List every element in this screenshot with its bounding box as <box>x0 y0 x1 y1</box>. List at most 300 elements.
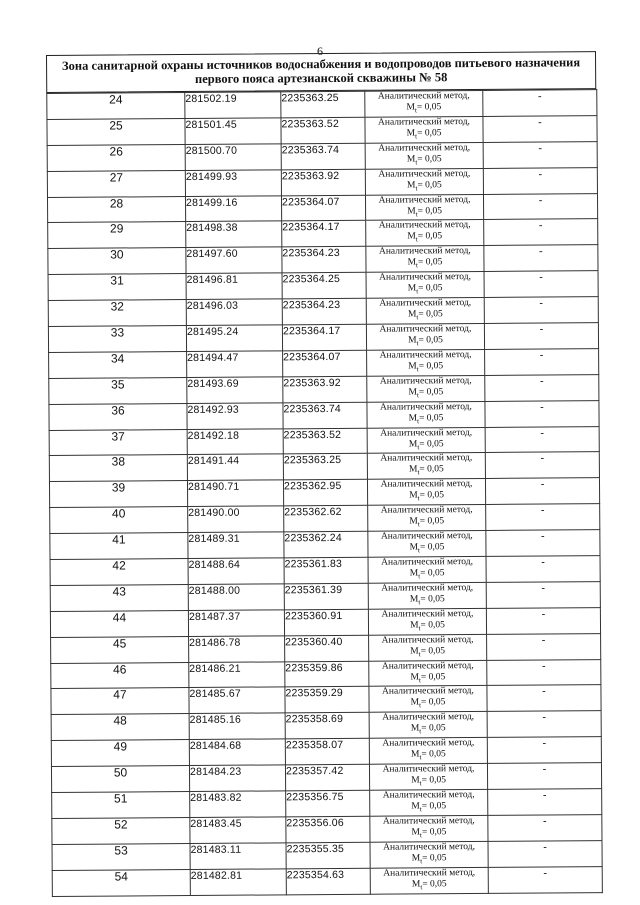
coord-y: 2235360.91 <box>284 609 368 635</box>
coef-value: = 0,05 <box>419 542 445 553</box>
method-label: Аналитический метод, <box>382 790 475 801</box>
coord-y: 2235363.74 <box>283 402 367 428</box>
method-label: Аналитический метод, <box>382 712 475 724</box>
coef-value: = 0,05 <box>420 568 445 579</box>
page-number: 6 <box>317 44 323 58</box>
coef-subscript: t <box>418 649 421 659</box>
method-label: Аналитический метод, <box>378 168 471 180</box>
point-number: 49 <box>51 740 189 767</box>
table-row <box>51 633 601 663</box>
method-coefficient <box>366 128 483 143</box>
note-cell: - <box>485 478 599 505</box>
point-number: 32 <box>48 300 186 327</box>
coef-value: = 0,05 <box>420 645 446 657</box>
table-row <box>47 90 597 120</box>
point-number: 36 <box>49 403 187 430</box>
method-label: Аналитический метод, <box>381 660 474 672</box>
table-row <box>47 141 597 171</box>
coord-x: 281492.93 <box>187 403 283 430</box>
table-row <box>50 582 600 612</box>
method-cell <box>367 479 485 506</box>
coef-subscript: t <box>417 468 420 477</box>
coord-x: 281491.44 <box>187 454 283 481</box>
coord-y: 2235364.17 <box>282 324 366 350</box>
method-cell <box>366 246 484 273</box>
point-number: 46 <box>51 662 189 689</box>
coord-x: 281485.67 <box>189 687 285 714</box>
method-coefficient <box>369 620 486 635</box>
coord-x: 281493.69 <box>187 377 283 404</box>
method-label: Аналитический метод, <box>381 634 474 646</box>
coef-symbol: M <box>411 827 421 838</box>
coef-subscript: t <box>419 701 422 710</box>
method-label: Аналитический метод, <box>381 686 474 698</box>
coef-value: = 0,05 <box>420 620 445 631</box>
coord-y: 2235364.25 <box>282 273 366 299</box>
method-cell <box>368 582 486 609</box>
coef-symbol: M <box>407 257 417 268</box>
table-row <box>50 607 600 637</box>
coord-y: 2235363.92 <box>283 376 367 402</box>
point-number: 37 <box>49 429 187 456</box>
method-cell <box>365 90 483 117</box>
method-label: Аналитический метод, <box>382 764 475 775</box>
method-coefficient <box>368 542 485 557</box>
method-coefficient <box>370 827 487 842</box>
note-cell: - <box>485 349 599 376</box>
coef-symbol: M <box>408 335 417 346</box>
note-cell: - <box>487 633 601 660</box>
coef-symbol: M <box>411 801 420 812</box>
coef-subscript: t <box>416 261 419 270</box>
method-label: Аналитический метод, <box>378 142 471 154</box>
coord-x: 281497.60 <box>186 247 282 274</box>
coord-x: 281490.00 <box>188 506 284 533</box>
coef-value: = 0,05 <box>421 801 447 812</box>
table-row <box>52 815 602 845</box>
table-row <box>48 219 598 249</box>
coef-value: = 0,05 <box>416 102 442 113</box>
point-number: 28 <box>47 196 185 223</box>
method-cell <box>369 634 487 661</box>
method-cell <box>367 375 485 402</box>
coef-symbol: M <box>407 283 417 294</box>
point-number: 25 <box>47 118 185 145</box>
method-label: Аналитический метод, <box>380 531 473 542</box>
method-coefficient <box>369 568 486 583</box>
note-cell: - <box>488 840 602 867</box>
coef-symbol: M <box>411 879 421 890</box>
note-cell: - <box>487 659 601 686</box>
note-cell: - <box>486 530 600 557</box>
method-cell <box>365 194 483 221</box>
method-label: Аналитический метод, <box>381 608 474 620</box>
table-row <box>48 323 598 353</box>
table-row <box>51 685 601 715</box>
coef-value: = 0,05 <box>418 361 444 372</box>
table-row <box>47 116 597 146</box>
coord-y: 2235363.25 <box>281 91 365 117</box>
coord-x: 281485.16 <box>189 713 285 740</box>
method-cell <box>369 660 487 687</box>
method-cell <box>366 323 484 350</box>
coord-y: 2235358.07 <box>285 739 369 765</box>
coord-x: 281483.11 <box>190 843 286 870</box>
point-number: 33 <box>48 326 186 353</box>
method-cell <box>367 401 485 428</box>
method-coefficient <box>367 361 484 376</box>
method-cell <box>367 453 485 480</box>
coef-symbol: M <box>406 180 416 191</box>
method-coefficient <box>367 309 484 324</box>
coef-subscript: t <box>419 753 422 762</box>
coord-y: 2235354.63 <box>286 868 370 894</box>
table-row <box>52 789 602 819</box>
coef-symbol: M <box>410 620 419 631</box>
coef-value: = 0,05 <box>418 335 443 346</box>
coef-symbol: M <box>408 464 418 475</box>
coord-x: 281492.18 <box>187 428 283 455</box>
table-row <box>51 763 601 793</box>
coef-value: = 0,05 <box>421 697 446 708</box>
coordinates-table <box>46 89 603 896</box>
coord-y: 2235361.83 <box>284 557 368 583</box>
method-coefficient <box>370 723 487 738</box>
point-number: 24 <box>47 93 185 120</box>
method-label: Аналитический метод, <box>378 246 471 258</box>
coef-value: = 0,05 <box>417 128 442 139</box>
coord-y: 2235356.06 <box>286 816 370 842</box>
table-row <box>50 556 600 586</box>
coord-x: 281500.70 <box>185 144 281 171</box>
coef-value: = 0,05 <box>417 154 442 165</box>
table-row <box>51 737 601 767</box>
coef-symbol: M <box>407 231 416 242</box>
method-cell <box>369 686 487 713</box>
coef-value: = 0,05 <box>419 438 444 449</box>
coord-y: 2235362.24 <box>284 531 368 557</box>
coord-x: 281482.81 <box>190 869 286 896</box>
coef-subscript: t <box>419 779 422 788</box>
coef-value: = 0,05 <box>419 412 444 424</box>
point-number: 39 <box>49 481 187 508</box>
point-number: 44 <box>50 610 188 637</box>
coef-value: = 0,05 <box>418 309 443 320</box>
coord-x: 281495.24 <box>186 325 282 352</box>
table-row <box>50 530 600 560</box>
coef-value: = 0,05 <box>422 853 447 864</box>
table-row <box>51 659 601 689</box>
coord-x: 281488.00 <box>188 584 284 611</box>
document-sheet <box>46 51 604 892</box>
coord-x: 281486.21 <box>189 661 285 688</box>
note-cell: - <box>486 607 600 634</box>
method-label: Аналитический метод, <box>377 91 470 102</box>
note-cell: - <box>484 219 598 246</box>
coef-subscript: t <box>417 416 420 425</box>
method-coefficient <box>370 801 487 816</box>
method-cell <box>370 841 488 868</box>
method-label: Аналитический метод, <box>381 582 474 594</box>
coord-y: 2235361.39 <box>284 583 368 609</box>
method-cell <box>368 556 486 583</box>
method-label: Аналитический метод, <box>380 505 473 516</box>
method-label: Аналитический метод, <box>383 841 475 853</box>
coef-value: = 0,05 <box>417 231 443 242</box>
coord-x: 281499.16 <box>185 195 281 222</box>
note-cell: - <box>486 504 600 531</box>
coef-symbol: M <box>408 413 418 424</box>
note-cell: - <box>487 685 601 712</box>
coord-x: 281488.64 <box>188 558 284 585</box>
coord-y: 2235362.95 <box>283 480 367 506</box>
coord-y: 2235358.69 <box>285 713 369 739</box>
note-cell: - <box>487 763 601 790</box>
method-cell <box>365 168 483 195</box>
method-coefficient <box>368 464 485 479</box>
method-coefficient <box>369 697 486 712</box>
coef-value: = 0,05 <box>420 671 446 682</box>
coord-x: 281483.45 <box>190 817 286 844</box>
table-row <box>47 167 597 197</box>
coord-x: 281502.19 <box>185 92 281 119</box>
method-cell <box>367 427 485 454</box>
coord-x: 281483.82 <box>190 791 286 818</box>
method-label: Аналитический метод, <box>378 116 470 128</box>
coef-subscript: t <box>415 132 418 141</box>
method-cell <box>369 764 487 791</box>
method-coefficient <box>366 154 483 169</box>
coef-subscript: t <box>418 598 421 607</box>
point-number: 41 <box>50 533 188 560</box>
point-number: 26 <box>47 144 185 171</box>
note-cell: - <box>487 711 601 738</box>
coord-x: 281496.81 <box>186 273 282 300</box>
method-coefficient <box>366 257 483 272</box>
coef-subscript: t <box>420 883 423 892</box>
coord-y: 2235355.35 <box>286 842 370 868</box>
coef-subscript: t <box>417 494 420 503</box>
coef-value: = 0,05 <box>419 490 444 501</box>
coef-symbol: M <box>407 205 416 217</box>
note-cell: - <box>483 193 597 220</box>
coef-symbol: M <box>410 697 420 708</box>
table-row <box>48 245 598 275</box>
table-row <box>51 711 601 741</box>
method-coefficient <box>368 413 485 428</box>
coef-symbol: M <box>408 438 418 450</box>
coef-value: = 0,05 <box>419 516 445 527</box>
coef-subscript: t <box>418 546 421 555</box>
coord-y: 2235357.42 <box>285 764 369 790</box>
coef-subscript: t <box>419 727 422 736</box>
note-cell: - <box>486 582 600 609</box>
method-coefficient <box>367 335 484 350</box>
note-cell: - <box>486 556 600 583</box>
point-number: 30 <box>48 248 186 275</box>
coef-symbol: M <box>408 387 417 398</box>
coord-y: 2235359.86 <box>285 661 369 687</box>
note-cell: - <box>487 737 601 764</box>
coord-x: 281484.68 <box>189 739 285 766</box>
title-line-2: первого пояса артезианской скважины № 58 <box>194 70 448 86</box>
method-label: Аналитический метод, <box>379 272 472 283</box>
table-row <box>49 349 599 379</box>
coef-value: = 0,05 <box>421 827 447 838</box>
method-label: Аналитический метод, <box>381 557 474 568</box>
title-line-1: Зона санитарной охраны источников водоснабжения и водопроводов питьевого назначения <box>61 55 581 73</box>
coord-y: 2235363.92 <box>281 169 365 195</box>
coef-subscript: t <box>418 572 421 581</box>
method-label: Аналитический метод, <box>379 401 472 413</box>
coef-symbol: M <box>406 128 416 139</box>
method-coefficient <box>371 879 488 894</box>
method-coefficient <box>371 853 488 868</box>
coord-y: 2235363.52 <box>281 117 365 143</box>
method-coefficient <box>367 387 484 402</box>
method-cell <box>370 867 488 894</box>
point-number: 45 <box>51 636 189 663</box>
method-coefficient <box>369 646 486 661</box>
method-coefficient <box>368 516 485 531</box>
coord-x: 281487.37 <box>188 610 284 637</box>
table-title <box>46 51 596 93</box>
method-coefficient <box>369 672 486 687</box>
coef-symbol: M <box>406 102 415 113</box>
coef-value: = 0,05 <box>419 464 444 475</box>
coord-y: 2235362.62 <box>284 506 368 532</box>
method-label: Аналитический метод, <box>379 349 472 361</box>
note-cell: - <box>484 323 598 350</box>
coef-subscript: t <box>415 158 418 167</box>
coef-value: = 0,05 <box>421 723 446 734</box>
method-coefficient <box>366 180 483 195</box>
method-cell <box>365 142 483 169</box>
coord-y: 2235364.17 <box>282 221 366 247</box>
coord-x: 281494.47 <box>187 351 283 378</box>
coef-subscript: t <box>416 339 419 348</box>
method-coefficient <box>367 283 484 298</box>
point-number: 29 <box>48 222 186 249</box>
coef-symbol: M <box>408 361 417 372</box>
point-number: 47 <box>51 688 189 715</box>
note-cell: - <box>488 866 602 893</box>
coord-x: 281498.38 <box>186 221 282 248</box>
method-label: Аналитический метод, <box>378 220 471 232</box>
table-row <box>52 866 602 896</box>
coef-subscript: t <box>416 287 419 296</box>
method-cell <box>368 505 486 532</box>
coord-y: 2235359.29 <box>285 687 369 713</box>
point-number: 53 <box>52 843 190 870</box>
coef-value: = 0,05 <box>417 257 443 268</box>
coef-subscript: t <box>416 313 419 322</box>
point-number: 52 <box>52 817 190 844</box>
coord-y: 2235364.23 <box>282 298 366 324</box>
table-row <box>49 452 599 482</box>
method-cell <box>368 608 486 635</box>
coef-subscript: t <box>419 805 422 814</box>
point-number: 43 <box>50 584 188 611</box>
coef-symbol: M <box>411 775 420 786</box>
method-cell <box>367 349 485 376</box>
coef-subscript: t <box>420 857 423 866</box>
note-cell: - <box>483 116 597 143</box>
coord-x: 281489.31 <box>188 532 284 559</box>
coord-x: 281486.78 <box>189 636 285 663</box>
point-number: 42 <box>50 559 188 586</box>
coef-symbol: M <box>406 154 416 165</box>
table-row <box>48 297 598 327</box>
method-label: Аналитический метод, <box>383 867 476 879</box>
coef-value: = 0,05 <box>421 775 446 786</box>
coef-symbol: M <box>410 749 420 760</box>
method-cell <box>368 531 486 558</box>
method-label: Аналитический метод, <box>378 194 471 206</box>
coef-subscript: t <box>415 235 418 244</box>
point-number: 48 <box>51 714 189 741</box>
method-cell <box>366 272 484 299</box>
table-row <box>47 193 597 223</box>
coef-symbol: M <box>409 516 418 527</box>
table-row <box>50 504 600 534</box>
coef-symbol: M <box>410 723 420 734</box>
coef-subscript: t <box>415 209 418 218</box>
coef-symbol: M <box>410 672 419 683</box>
table-row <box>48 271 598 301</box>
method-label: Аналитический метод, <box>382 738 475 749</box>
point-number: 38 <box>49 455 187 482</box>
note-cell: - <box>483 90 597 117</box>
coef-value: = 0,05 <box>418 387 444 398</box>
method-cell <box>369 712 487 739</box>
note-cell: - <box>485 452 599 479</box>
coord-x: 281496.03 <box>186 299 282 326</box>
coef-subscript: t <box>418 624 421 633</box>
coord-y: 2235364.07 <box>283 350 367 376</box>
method-coefficient <box>366 206 483 221</box>
coef-symbol: M <box>410 646 419 657</box>
coef-subscript: t <box>414 106 417 115</box>
method-label: Аналитический метод, <box>380 427 473 439</box>
method-coefficient <box>370 749 487 764</box>
coord-x: 281501.45 <box>185 118 281 145</box>
coef-value: = 0,05 <box>422 878 447 890</box>
method-label: Аналитический метод, <box>382 815 475 827</box>
coordinates-table-body <box>47 90 603 896</box>
coord-y: 2235360.40 <box>285 635 369 661</box>
method-coefficient <box>370 775 487 790</box>
method-cell <box>365 116 483 143</box>
coef-subscript: t <box>417 442 420 451</box>
table-row <box>49 426 599 456</box>
method-label: Аналитический метод, <box>379 375 472 387</box>
coord-y: 2235363.74 <box>281 143 365 169</box>
note-cell: - <box>488 789 602 816</box>
coord-y: 2235363.52 <box>283 428 367 454</box>
coef-value: = 0,05 <box>421 749 446 760</box>
table-row <box>49 400 599 430</box>
coord-y: 2235364.07 <box>281 195 365 221</box>
coef-subscript: t <box>416 365 419 374</box>
coord-y: 2235356.75 <box>286 790 370 816</box>
point-number: 54 <box>52 869 190 896</box>
coord-x: 281499.93 <box>185 170 281 197</box>
method-label: Аналитический метод, <box>380 479 473 491</box>
table-row <box>52 840 602 870</box>
method-label: Аналитический метод, <box>379 298 472 309</box>
point-number: 51 <box>52 792 190 819</box>
